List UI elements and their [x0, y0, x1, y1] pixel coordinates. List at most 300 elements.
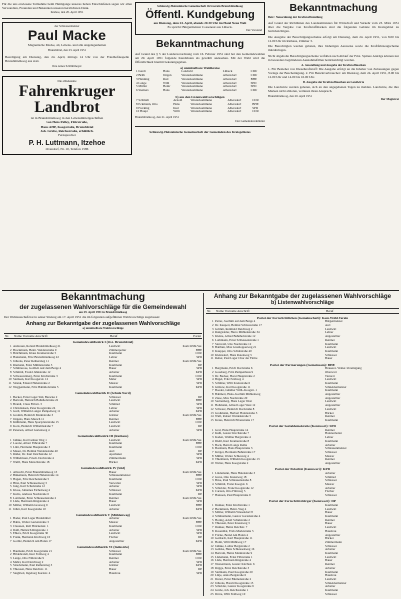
business-intro: der Schlossermeister [54, 23, 80, 28]
candidate-number: 20 [210, 573, 214, 578]
candidate-name: Gülzow, Karl Koogstraße 11 [215, 385, 251, 389]
group-heading: Partei der Fortschrittlichen (Gemeinschaft): Kom.Wähl.Verein [256, 315, 349, 320]
business-place: Brunsbüttel, den 23. April 1951 [48, 48, 86, 53]
candidate-occupation: Angestellter [325, 462, 341, 466]
candidate-party: BHE [195, 473, 202, 478]
table-cell: Albersdorf [227, 102, 242, 106]
candidate-number: 5 [211, 334, 214, 339]
candidate-occupation: Fischer [325, 490, 335, 494]
candidate-occupation: Kaufmann [325, 381, 339, 385]
candidate-number: 2 [9, 441, 12, 446]
candidate-number: 6 [211, 337, 214, 342]
candidate-occupation: Bauer [109, 367, 117, 371]
candidate-occupation: Verwalter [109, 481, 122, 485]
candidate-occupation: Schlosser [325, 479, 337, 483]
fuel-paragraph: Auf Grund der Richtlinien des Landesministers für Wirtschaft und Verkehr vom 23. März 1951 über die Vergabe von Kraftstoffmarken sind die folgenden Gebiete im Kreisgebiet zu berücksichtigen. [268, 21, 399, 34]
candidate-name: Rögge, Ernst Deichstraße 3 [215, 566, 250, 570]
candidate-occupation: Schneidermeister [325, 385, 347, 389]
candidate-row [4, 572, 202, 576]
table-cell: Albersdorf [227, 110, 242, 114]
candidate-occupation: Angestellter [109, 539, 125, 543]
candidate-occupation: Bauer [109, 568, 117, 572]
candidate-number: 5 [211, 442, 214, 447]
candidate-party: KPD [195, 459, 202, 464]
candidate-row [4, 540, 202, 544]
candidate-number: 12 [210, 543, 214, 548]
candidate-number: 22 [210, 580, 214, 585]
table-cell: Westerkommune [190, 110, 213, 114]
divider [135, 126, 265, 127]
candidate-name: Thiessen, Hans Deichstr. 11 [13, 568, 48, 572]
candidate-name: Bader, Paul Lager Brunsbüttel [13, 517, 51, 521]
announcement-place: Brunsbüttelkoog, den 21. April 1951 [135, 115, 179, 120]
candidate-name: Lüdemann, Ernst Fährstraße 1 [215, 555, 253, 559]
candidate-row [4, 508, 202, 512]
candidate-number: 2 [211, 323, 214, 327]
candidate-occupation: Arbeiter [109, 560, 120, 564]
candidate-number: 7 [9, 366, 12, 371]
candidate-occupation: Arbeiter [325, 443, 336, 447]
candidate-name: Schmidt, Franz Koogstr. 6 [215, 483, 248, 486]
candidate-name: Mauer, Dr. Helmut Weidenstraße 40 [13, 449, 58, 453]
candidate-occupation: Kaufmann [325, 439, 339, 443]
candidate-number: 18 [210, 565, 214, 570]
candidate-occupation: Arbeiter [109, 528, 120, 532]
candidate-number: 4 [9, 559, 12, 564]
candidate-number: 10 [8, 427, 12, 432]
business-text: Magnetische Macke, alt, Lebens- und alle Angelegenheiten [27, 43, 107, 48]
table-cell: SPD [250, 85, 257, 89]
table-cell: CDU [250, 73, 258, 77]
candidate-table-head: a) unmittelbare Wahlkreise [180, 66, 220, 71]
announcement-text: Auf Grund des § 5 der Landesverordnung vom 16. Februar 1951 sind bei den Gemeindewahlen am 29. April 1951 folgende Kandidaten als gewählt anzusehen. Mit der Wahl wird die Öffentlichkeit hiermit bekanntgegeben. [135, 52, 265, 65]
candidate-name: Hansmann, Fritz Brunsbüttelkoog 22 [13, 356, 59, 360]
candidate-occupation: Arbeiter [109, 370, 120, 374]
candidate-name: Christiansen, Peter Koogstraße 24 [13, 406, 56, 410]
table-cell: Heinr [163, 85, 171, 89]
candidate-name: Gehrke, Hans Schleusenweg 16 [215, 548, 255, 552]
candidate-party: CDU [195, 555, 202, 560]
candidate-party: SPD [196, 527, 202, 532]
candidate-number: 1 [211, 502, 214, 507]
candidate-number: 9 [9, 373, 12, 378]
candidate-name: Rosenthal, Frida Marktstraße 5 [215, 529, 254, 533]
thanks-date: Itzehoe, den 20. April 1951 [50, 10, 84, 14]
candidate-name: Jahnke, Karl Grüner Weg 1 [13, 438, 47, 442]
candidate-party: DP [198, 362, 202, 367]
candidate-number: 3 [211, 435, 214, 440]
candidate-occupation: Rentner [325, 428, 335, 432]
table-cell: CDU [252, 98, 259, 102]
candidate-name: Kaden, Walther Bergstraße 4 [215, 436, 251, 440]
candidate-number: 2 [9, 398, 12, 403]
candidate-occupation: Gärtner [109, 414, 119, 418]
candidate-name: Dörre, Willi Feldweg 10 [215, 592, 246, 596]
candidate-number: 3 [211, 478, 214, 483]
candidate-row [206, 593, 399, 597]
candidate-party: KPD [195, 488, 202, 493]
candidate-number: 24 [210, 588, 214, 593]
candidate-number: 1 [211, 470, 214, 475]
candidate-party: KPD [195, 538, 202, 543]
candidate-number: 5 [9, 563, 12, 568]
candidate-name: Möller, Wilhelm Wiesendorf 8 [215, 511, 253, 515]
candidate-name: Reiter, Paul Lager Chor der Firme [215, 357, 258, 361]
candidate-number: 8 [9, 420, 12, 425]
candidate-occupation: Rentner [325, 338, 335, 342]
table-cell: Lübeck [222, 70, 233, 74]
table-cell: Westerkommune [181, 85, 203, 89]
bread-footer: Fernsprecher [58, 133, 76, 138]
candidate-name: Siegfried, Ingeborg Kornstr. 4 [13, 571, 51, 575]
candidate-name: Brandt, Claus Ebbstr. 3 [13, 402, 42, 406]
candidate-name: Gorlitz, Heinrich Am Hafen 17 [13, 539, 52, 543]
candidate-name: Baumann, Erich Koogstraße 21 [13, 549, 53, 553]
candidate-name: Kleine, Alfred Bahnhofstraße 12 [215, 335, 256, 339]
candidate-occupation: Schlosser [325, 450, 337, 454]
candidate-occupation: Arbeiter [109, 485, 120, 489]
candidate-name: Schütterose, Gottlieb Auf dem Berge 4 [13, 367, 62, 371]
candidate-occupation: Rentner [325, 458, 335, 462]
candidate-occupation: Schlosser [109, 549, 121, 553]
table-cell: Hans [173, 102, 180, 106]
col-name: Name Vorname Anschrift [216, 309, 250, 313]
candidate-party: SPD [196, 570, 202, 575]
list-head: Anhang zur Bekanntgabe der zugelassenen Wahlvorschläge [25, 321, 181, 328]
candidate-number: 7 [211, 449, 214, 454]
candidate-occupation: Landwirt [325, 577, 337, 581]
col-party: Partei [193, 333, 201, 338]
candidate-name: Walter, Hans Koogstraße 2 [215, 462, 249, 466]
candidate-occupation: Arbeiter [325, 585, 336, 589]
candidate-occupation: Kaufmann [109, 446, 123, 450]
candidate-number: 2 [9, 347, 12, 352]
table-cell: Westerkommune [181, 89, 203, 93]
table-header [4, 333, 202, 339]
group-heading: Gemeindewahlbezirk III (Rathaus) [77, 434, 129, 439]
bread-title: Fahrenkruger Landbrot [18, 82, 116, 116]
candidate-occupation: Hausfrau [325, 574, 337, 578]
candidate-occupation: Bäcker [325, 411, 334, 415]
candidate-number: 17 [210, 562, 214, 567]
candidate-occupation: Schlosser [325, 592, 337, 596]
candidate-party: BHE [195, 416, 202, 421]
announcement-title: Bekanntmachung [155, 38, 245, 51]
candidate-name: Löhr, Hermann Hauptstraße 3 [13, 446, 50, 450]
candidate-party: Kom.Wähl.Ver. [182, 413, 202, 418]
candidate-name: Wilhelmsen, Friedr. Dorfstraße 4 [13, 457, 54, 461]
candidate-number: 9 [9, 424, 12, 429]
candidate-number: 1 [9, 516, 12, 521]
candidate-number: 10 [210, 461, 214, 466]
candidate-party: SPD [196, 452, 202, 457]
candidate-party: CDU [195, 523, 202, 528]
candidate-name: Böse, Paul Schleusenstraße 8 [215, 479, 252, 483]
rally-organizer: Schleswig-Holsteinische Gemeinschaft Ortsverein Brunsbüttelkoog [157, 4, 243, 8]
candidate-occupation: Schlosser [109, 489, 121, 493]
fuel-section-a: A. Ausstellung und Ausgabe der Kraftstoffmarken [301, 62, 366, 67]
candidate-occupation: Kaufmann [325, 515, 339, 519]
candidate-name: Kuhl, Gustav Kirchstraße 7 [215, 432, 250, 436]
candidate-name: Fricke, Bernd Am Hafen 4 [215, 533, 248, 537]
candidate-occupation: Landwirt [325, 346, 337, 350]
candidate-number: 4 [9, 405, 12, 410]
table-cell: Westerkommune [190, 106, 213, 110]
candidate-number: 3 [9, 523, 12, 528]
candidate-number: 2 [9, 520, 12, 525]
middle-column [135, 2, 265, 134]
lists-header [206, 308, 399, 314]
candidate-name: Claussen, Rolf Brückenstr. 1 [13, 524, 49, 528]
candidate-occupation: Arbeiter [325, 566, 336, 570]
bread-intro: Die altbekannte [57, 79, 77, 84]
candidate-party: BHE [195, 347, 202, 352]
candidate-occupation: Kaufmann [325, 570, 339, 574]
candidate-occupation: Rentner [109, 556, 119, 560]
candidate-name: Hagen, Fritz Reichenstraße 5 [13, 478, 50, 482]
candidate-occupation: Angestellter [325, 393, 341, 397]
candidate-number: 2 [9, 473, 12, 478]
candidate-name: Thielmann, Wilhelm Koogstraße 13 [215, 458, 260, 462]
announcement-sign: Der Gemeindewahlleiter [235, 118, 265, 123]
candidate-name: Dr. Kaupert, Helmut Schlossstraße 17 [215, 324, 262, 327]
list-nominations [206, 293, 399, 596]
candidate-name: Hohmann, Alfred Lager West 12 [215, 404, 256, 408]
candidate-number: 2 [211, 431, 214, 436]
table-cell: SPD [250, 81, 257, 85]
candidate-occupation: Kaufmann [109, 385, 123, 389]
candidate-occupation: Bauer [325, 511, 333, 515]
col-job: Beruf [326, 309, 334, 313]
table-cell: 9 Frerking [136, 106, 150, 110]
table-cell: Wilh [163, 81, 170, 85]
candidate-occupation: Arbeiter [109, 517, 120, 521]
table-cell: CDU [250, 89, 258, 93]
fuel-paragraph: Nicht abgeholte Berechtigungsscheine verfallen nach Ablauf der Frist. Spätere Anträge können nur in besonders begründeten Ausnahmefällen berücksichtigt werden. [268, 53, 399, 62]
candidate-number: 3 [211, 373, 214, 378]
candidate-occupation: Rentner [325, 415, 335, 419]
candidate-occupation: Lehrer [325, 436, 334, 440]
candidate-number: 10 [8, 377, 12, 382]
col-job: Beruf [110, 333, 118, 338]
table-cell: 2 Brüh [136, 73, 145, 77]
candidate-name: Stoltenberg, Hans Lager West [215, 400, 252, 404]
candidate-name: Dunker, Ernst Kirchstraße 1 [215, 503, 250, 507]
candidate-occupation: Kaufmann [325, 418, 339, 422]
candidate-name: Schröder, Gustav Koogstraße 9 [215, 585, 254, 589]
candidate-number: 13 [210, 547, 214, 552]
bread-company: P. H. Luttmann, Itzehoe [28, 140, 106, 148]
candidate-name: Bahmert, Hans-Joachim Mühlenweg [215, 393, 261, 397]
fuel-section-a-text: 1. Für Bezieher von Dieselkraftstoff: Die Ausgabe erfolgt an die Inhaber von Zulassungen gegen Vorlage der Bescheinigung. 2. Für Benzinverbraucher: am Dienstag, dem 24. April 1951, 8.00 bis 12.00 Uhr und 14.00 bis 16.00 Uhr. [268, 67, 399, 80]
candidate-row [4, 429, 202, 433]
candidate-number: 7 [9, 459, 12, 464]
candidate-occupation: Lehrer [325, 331, 334, 335]
candidate-party: Kom.Wähl.Ver. [182, 343, 202, 348]
candidate-number: 12 [8, 384, 12, 389]
candidate-number: 23 [210, 584, 214, 589]
candidate-number: 3 [9, 555, 12, 560]
candidate-name: Großmann, Herbert Hafenstraße 3 [215, 411, 258, 415]
candidate-occupation: Rentner [109, 359, 119, 363]
candidate-occupation: Kaufmann [109, 492, 123, 496]
table-cell: Arnold [173, 98, 183, 102]
candidate-party: DP [198, 535, 202, 539]
candidate-name: Schmidt, Ewald Jahnstraße 12 [13, 370, 51, 374]
candidate-occupation: Kaufmann [109, 374, 123, 378]
candidate-number: 7 [9, 570, 12, 575]
candidate-name: Rüder, Dr. Kurt Deichstraße 12 [13, 453, 52, 457]
group-heading: Partei der Partnerungen (Gemeinsam): BHE [270, 362, 335, 367]
candidate-name: Hornig, Adolf Schulstraße 2 [215, 518, 250, 522]
candidate-name: Dreier, Ernst Blumenstraße 2 [215, 577, 252, 581]
candidate-party: Kom.Wähl.Ver. [182, 516, 202, 521]
candidate-occupation: Kaufmann [109, 442, 123, 446]
candidate-name: Struckmann, Paul Reiherstieg 3 [13, 564, 53, 568]
candidate-number: 9 [9, 499, 12, 504]
candidate-party: SPD [196, 484, 202, 489]
candidate-party: BHE [195, 398, 202, 403]
candidate-row [4, 386, 202, 390]
candidate-number: 3 [9, 445, 12, 450]
candidate-party: DP [198, 424, 202, 429]
bread-address: Ovendorf, Nr. 10, Telefon 1586 [45, 147, 89, 152]
candidate-occupation: Kaufmann [109, 363, 123, 367]
rally-date: am Dienstag, dem 24. April, abends 20.30 Uhr im Hotel Neue Welt [153, 20, 247, 25]
candidate-name: Jahnke, Lothar Bergstraße 2 [215, 544, 250, 548]
candidate-name: Hanssen, Paul Hauptstraße 9 [215, 494, 251, 498]
table-cell: Westerkommune [190, 102, 213, 106]
fuel-paragraph: Die Ausgabe der Berechtigungsscheine erfolgt am Dienstag, dem 24. April 1951, von 8.00 bis 12.00 Uhr im Rathaus, Zimmer 3. [268, 34, 399, 43]
candidate-occupation: Zimmermann [109, 457, 126, 461]
candidate-name: Petersen, Alfred Gartenweg 4 [13, 428, 50, 432]
table-cell: 6 Siemers [136, 89, 149, 93]
candidate-number: 6 [211, 489, 214, 494]
candidate-occupation: Kaufmann [325, 342, 339, 346]
candidate-number: 9 [211, 395, 214, 400]
candidate-number: 9 [211, 457, 214, 462]
candidate-party: CDU [195, 445, 202, 450]
candidate-occupation: Bauer [109, 500, 117, 504]
group-heading: Gemeindewahlbezirk II (Schule Nord) [75, 391, 131, 396]
candidate-party: Kom.Wähl.Ver. [182, 437, 202, 442]
candidate-occupation: Hausfrau [109, 571, 121, 575]
candidate-party: SPD [196, 377, 202, 382]
table-cell: 3 Henning [136, 77, 150, 81]
left-ads-column [2, 2, 132, 155]
business-title: Paul Macke [27, 27, 107, 44]
candidate-party: KPD [195, 409, 202, 414]
table-cell: Albersdorf [222, 77, 237, 81]
candidate-occupation: Maurer [109, 382, 119, 386]
candidate-number: 15 [210, 417, 214, 422]
candidate-occupation: Hausfrau [325, 529, 337, 533]
candidate-name: Kühlmann, Hans Sportplatzstraße 15 [13, 421, 59, 425]
candidate-occupation: Arzt [109, 449, 115, 453]
candidate-occupation: Kaufmann [325, 389, 339, 393]
fuel-subtitle: Betr.: Neuordnung der Kraftstoffzuteilung [268, 15, 323, 19]
list-head-2: a) unmittelbare Wahlvorschläge [82, 326, 124, 331]
candidate-occupation: Schmied [109, 402, 120, 406]
table-cell: BHE [252, 102, 259, 106]
table-cell: 10 Haupt [136, 110, 148, 114]
candidate-number: 6 [9, 488, 12, 493]
candidate-party: DP [198, 448, 202, 453]
candidate-number: 7 [211, 341, 214, 346]
candidate-name: Dunker, Heinz Deichstr. 7 [215, 526, 248, 530]
candidate-number: 3 [9, 351, 12, 356]
election-intro: Der Wahlausschuß hat in seiner Sitzung am 17. April 1951 die im folgenden aufgeführten Wahlvorschläge zugelassen: [4, 315, 161, 320]
candidate-number: 2 [211, 369, 214, 374]
candidate-occupation: Brauerei- Walter-Vereinigung [325, 367, 362, 371]
candidate-number: 2 [211, 506, 214, 511]
candidate-occupation: Schlosser [325, 494, 337, 498]
candidate-occupation: Landwirt [109, 399, 121, 403]
candidate-name: Carsten, Otto Fährweg 5 [215, 490, 246, 494]
candidate-party: SPD [196, 559, 202, 564]
candidate-name: Brockmann, Heinr. Weidenstraße 9 [13, 348, 57, 352]
candidate-name: Graf, Hans Hauptstraße 14 [215, 428, 249, 432]
group-heading: Partei der Polarität (Kennwort): KPD [274, 467, 331, 472]
candidate-number: 11 [8, 506, 12, 511]
candidate-table-head-2: b) aus den Listenwahlvorschlägen [175, 94, 225, 99]
candidate-party: Kom.Wähl.Ver. [182, 548, 202, 553]
section-divider [2, 290, 399, 291]
group-heading: Gemeindewahlbezirk VI (Industrie) [77, 545, 129, 549]
candidate-occupation: Rentner [325, 518, 335, 522]
candidate-party: KPD [195, 384, 202, 389]
column-divider [203, 293, 204, 596]
candidate-party: DP [198, 491, 202, 496]
rally-notice [135, 2, 265, 35]
sign-off: Ihre Arnes Schlüttmeyer [52, 63, 82, 68]
candidate-occupation: Bauer [325, 522, 333, 526]
candidate-name: Ehlers, Erich Koogstraße 30 [13, 532, 49, 536]
candidate-occupation: Schlosser [109, 395, 121, 399]
party-list [206, 316, 399, 597]
candidate-number: 3 [211, 510, 214, 515]
candidate-occupation: Landwirt [325, 327, 337, 331]
candidate-number: 3 [9, 401, 12, 406]
candidate-occupation: Landwirt [109, 532, 121, 536]
candidate-number: 6 [211, 446, 214, 451]
col-nr: Nr. [207, 309, 212, 313]
bread-shop: Joh. Grube, Reichsstraße, erhältlich. [40, 128, 94, 133]
candidate-occupation: Angestellter [325, 335, 341, 339]
candidate-number: 21 [210, 576, 214, 581]
candidate-number: 11 [210, 403, 214, 408]
candidate-number: 15 [210, 554, 214, 559]
candidate-number: 3 [9, 477, 12, 482]
fuel-sign: Der Magistrat [380, 97, 399, 102]
candidate-name: Gress, Otto Kreuzweg 18 [215, 475, 247, 479]
candidate-number: 16 [210, 558, 214, 563]
candidate-name: Hinz, Paul Schleusenweg 3 [13, 481, 47, 485]
candidate-occupation: Landwirt [325, 555, 337, 559]
bread-ad [2, 76, 132, 154]
candidate-number: 1 [9, 469, 12, 474]
table-cell: Albersdorf [227, 98, 242, 102]
candidate-party: Kom.Wähl.Ver. [182, 495, 202, 500]
candidate-number: 4 [211, 514, 214, 519]
candidate-number: 1 [211, 319, 214, 324]
candidate-name: Grube, Joh. Reichsstraße 1 [215, 589, 249, 593]
candidate-number: 12 [210, 406, 214, 411]
candidate-party: Kom.Wähl.Ver. [182, 469, 202, 474]
candidate-party: KPD [195, 563, 202, 568]
candidate-name: Boeder, Günther Wilh.-Koogstr. 1 [215, 389, 257, 393]
candidate-occupation: Bäcker [325, 537, 334, 541]
